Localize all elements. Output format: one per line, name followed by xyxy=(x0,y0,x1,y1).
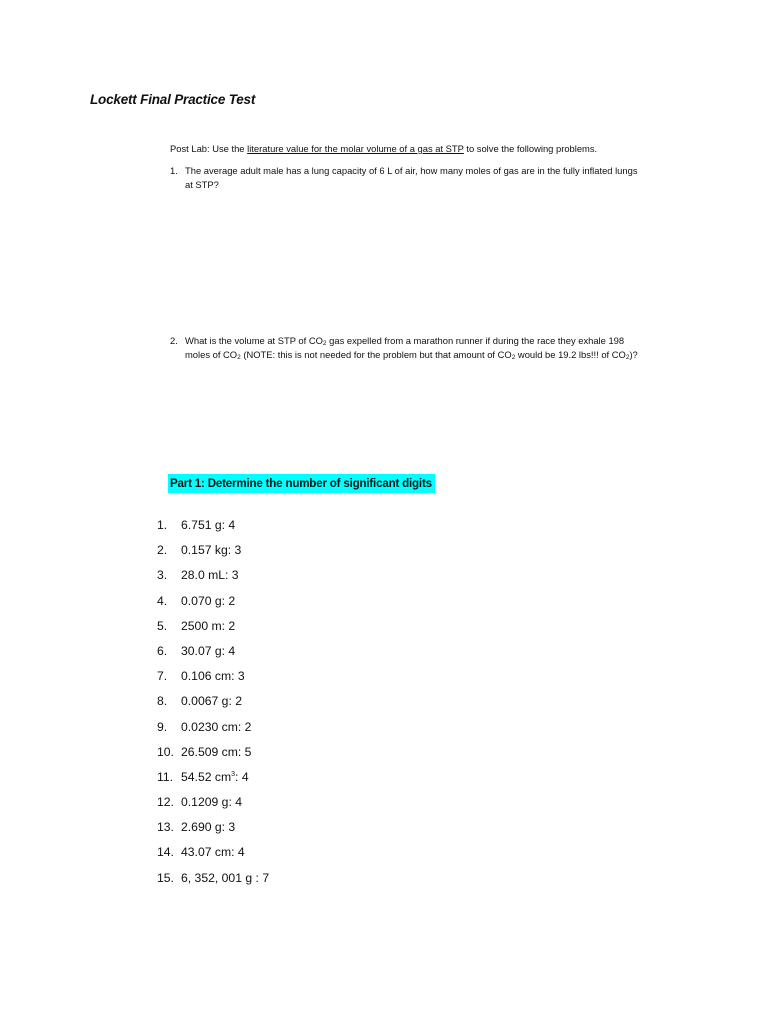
subscript: 2 xyxy=(237,354,241,362)
item-number: 15. xyxy=(157,870,174,885)
question-number: 2. xyxy=(170,335,178,346)
question-text-part: (NOTE: this is not needed for the problem but that amount of CO xyxy=(240,349,512,361)
item-text: 0.157 kg: 3 xyxy=(181,543,242,558)
item-number: 10. xyxy=(157,744,174,759)
list-item xyxy=(157,515,269,540)
item-number: 4. xyxy=(157,593,168,608)
item-text: 0.106 cm: 3 xyxy=(181,669,245,684)
question-text-part: What is the volume at STP of CO xyxy=(185,335,323,346)
post-lab-suffix: to solve the following problems. xyxy=(463,143,598,154)
question-1 xyxy=(170,164,640,193)
item-text: 28.0 mL: 3 xyxy=(181,568,239,583)
item-number: 7. xyxy=(157,669,168,684)
item-number: 13. xyxy=(157,820,174,835)
item-text xyxy=(181,770,249,784)
item-text: 0.070 g: 2 xyxy=(181,593,236,608)
item-text-part: 54.52 cm xyxy=(181,769,232,784)
item-text-part: : 4 xyxy=(235,769,249,784)
item-number: 5. xyxy=(157,618,168,633)
item-text: 2500 m: 2 xyxy=(181,618,236,633)
subscript: 2 xyxy=(511,354,516,362)
item-number: 3. xyxy=(157,568,168,583)
question-text-part: would be 19.2 lbs!!! of CO xyxy=(515,349,626,361)
question-number: 1. xyxy=(170,165,178,176)
list-item xyxy=(157,691,269,716)
question-text xyxy=(185,334,640,363)
list-item xyxy=(157,817,269,842)
item-number: 8. xyxy=(157,694,168,709)
post-lab-instructions xyxy=(170,142,597,156)
item-text: 2.690 g: 3 xyxy=(181,820,236,835)
item-text: 6.751 g: 4 xyxy=(181,518,236,532)
item-text: 0.1209 g: 4 xyxy=(181,795,242,810)
question-text: The average adult male has a lung capacity of 6 L of air, how many moles of gas are in the fully inflated lungs at STP? xyxy=(185,165,638,191)
list-item xyxy=(157,717,269,742)
list-item xyxy=(157,742,269,767)
item-number: 11. xyxy=(157,769,174,784)
question-text-part: )? xyxy=(629,349,638,361)
item-number: 1. xyxy=(157,518,168,532)
item-number: 12. xyxy=(157,795,174,810)
subscript: 2 xyxy=(625,354,630,362)
item-text: 0.0230 cm: 2 xyxy=(181,719,252,734)
item-number: 2. xyxy=(157,543,168,558)
item-text: 0.0067 g: 2 xyxy=(181,694,242,709)
item-text: 26.509 cm: 5 xyxy=(181,744,252,759)
list-item xyxy=(157,641,269,666)
list-item xyxy=(157,792,269,817)
item-number: 6. xyxy=(157,643,168,658)
question-2 xyxy=(170,334,640,363)
list-item xyxy=(157,842,269,867)
superscript: 3 xyxy=(231,770,236,778)
item-text: 43.07 cm: 4 xyxy=(181,845,245,860)
significant-digits-list xyxy=(157,515,269,893)
item-number: 14. xyxy=(157,845,174,860)
post-lab-underlined-phrase: literature value for the molar volume of a gas at STP xyxy=(247,143,464,154)
part-1-heading: Part 1: Determine the number of significant digits xyxy=(168,474,435,493)
list-item xyxy=(157,868,269,893)
list-item xyxy=(157,565,269,590)
question-text-part: gas expelled from a marathon runner if during the race they exhale 198 moles of CO xyxy=(185,335,625,361)
list-item xyxy=(157,591,269,616)
list-item xyxy=(157,616,269,641)
list-item xyxy=(157,666,269,691)
item-text: 30.07 g: 4 xyxy=(181,643,236,658)
list-item xyxy=(157,540,269,565)
item-number: 9. xyxy=(157,719,168,734)
item-text: 6, 352, 001 g : 7 xyxy=(181,870,270,885)
subscript: 2 xyxy=(322,340,327,347)
post-lab-prefix: Post Lab: Use the xyxy=(170,143,248,154)
list-item xyxy=(157,767,269,792)
page-title: Lockett Final Practice Test xyxy=(90,92,256,107)
